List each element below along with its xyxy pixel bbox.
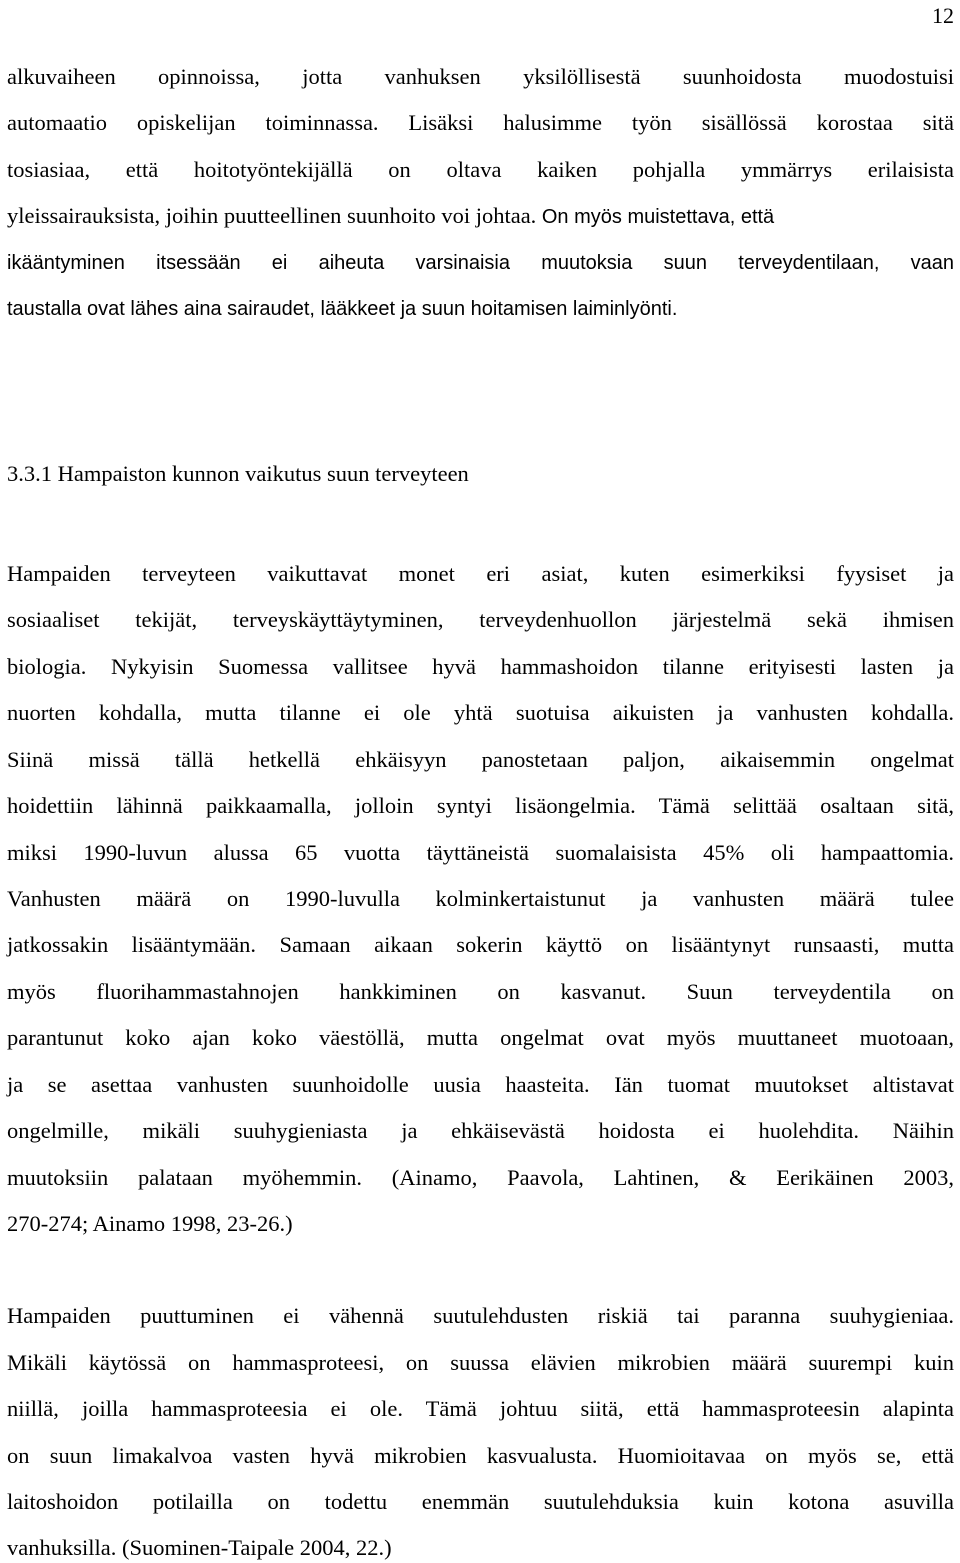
intro-line-3: tosiasiaa, että hoitotyöntekijällä on oltava kaiken pohjalla ymmärrys erilaisista — [7, 157, 954, 182]
paragraph-2-line: Mikäli käytössä on hammasproteesi, on suussa elävien mikrobien määrä suurempi kuin — [7, 1350, 954, 1375]
paragraph-1-line: nuorten kohdalla, mutta tilanne ei ole yhtä suotuisa aikuisten ja vanhusten kohdalla. — [7, 700, 954, 725]
paragraph-2-line: laitoshoidon potilailla on todettu enemmän suutulehduksia kuin kotona asuvilla — [7, 1489, 954, 1514]
paragraph-1-line: biologia. Nykyisin Suomessa vallitsee hyvä hammashoidon tilanne erityisesti lasten ja — [7, 654, 954, 679]
paragraph-1-line: ongelmille, mikäli suuhygieniasta ja ehkäisevästä hoidosta ei huolehdita. Näihin — [7, 1118, 954, 1143]
paragraph-1-line: myös fluorihammastahnojen hankkiminen on kasvanut. Suun terveydentila on — [7, 979, 954, 1004]
paragraph-1-line: sosiaaliset tekijät, terveyskäyttäytyminen, terveydenhuollon järjestelmä sekä ihmisen — [7, 607, 954, 632]
paragraph-1-line: miksi 1990-luvun alussa 65 vuotta täyttäneistä suomalaisista 45% oli hampaattomia. — [7, 840, 954, 865]
paragraph-1-line: Hampaiden terveyteen vaikuttavat monet eri asiat, kuten esimerkiksi fyysiset ja — [7, 561, 954, 586]
paragraph-1-line: Siinä missä tällä hetkellä ehkäisyyn panostetaan paljon, aikaisemmin ongelmat — [7, 747, 954, 772]
intro-line-2: automaatio opiskelijan toiminnassa. Lisäksi halusimme työn sisällössä korostaa sitä — [7, 110, 954, 135]
intro-line-4-sans: On myös muistettava, että — [536, 206, 775, 228]
paragraph-2-line: niillä, joilla hammasproteesia ei ole. Tämä johtuu siitä, että hammasproteesin alapinta — [7, 1396, 954, 1421]
paragraph-2-line: on suun limakalvoa vasten hyvä mikrobien kasvualusta. Huomioitavaa on myös se, että — [7, 1443, 954, 1468]
paragraph-1-line: parantunut koko ajan koko väestöllä, mutta ongelmat ovat myös muuttaneet muotoaan, — [7, 1025, 954, 1050]
paragraph-1-line: Vanhusten määrä on 1990-luvulla kolminkertaistunut ja vanhusten määrä tulee — [7, 886, 954, 911]
intro-line-6: taustalla ovat lähes aina sairaudet, lääkkeet ja suun hoitamisen laiminlyönti. — [7, 298, 678, 320]
paragraph-2-line: Hampaiden puuttuminen ei vähennä suutulehdusten riskiä tai paranna suuhygieniaa. — [7, 1303, 954, 1328]
page-number: 12 — [932, 3, 954, 28]
paragraph-1-line: ja se asettaa vanhusten suunhoidolle uusia haasteita. Iän tuomat muutokset altistavat — [7, 1072, 954, 1097]
paragraph-1-line: jatkossakin lisääntymään. Samaan aikaan sokerin käyttö on lisääntynyt runsaasti, mutta — [7, 932, 954, 957]
intro-line-5: ikääntyminen itsessään ei aiheuta varsinaisia muutoksia suun terveydentilaan, vaan — [7, 252, 954, 274]
intro-line-4-serif: yleissairauksista, joihin puutteellinen suunhoito voi johtaa. — [7, 203, 537, 228]
paragraph-1-line: hoidettiin lähinnä paikkaamalla, jolloin syntyi lisäongelmia. Tämä selittää osaltaan sitä, — [7, 793, 954, 818]
paragraph-1-line: 270-274; Ainamo 1998, 23-26.) — [7, 1211, 293, 1236]
paragraph-1-line: muutoksiin palataan myöhemmin. (Ainamo, Paavola, Lahtinen, & Eerikäinen 2003, — [7, 1165, 954, 1190]
paragraph-2-line: vanhuksilla. (Suominen-Taipale 2004, 22.) — [7, 1535, 392, 1560]
intro-line-4 — [7, 201, 954, 232]
intro-line-1: alkuvaiheen opinnoissa, jotta vanhuksen yksilöllisestä suunhoidosta muodostuisi — [7, 64, 954, 89]
section-heading: 3.3.1 Hampaiston kunnon vaikutus suun terveyteen — [7, 461, 469, 486]
